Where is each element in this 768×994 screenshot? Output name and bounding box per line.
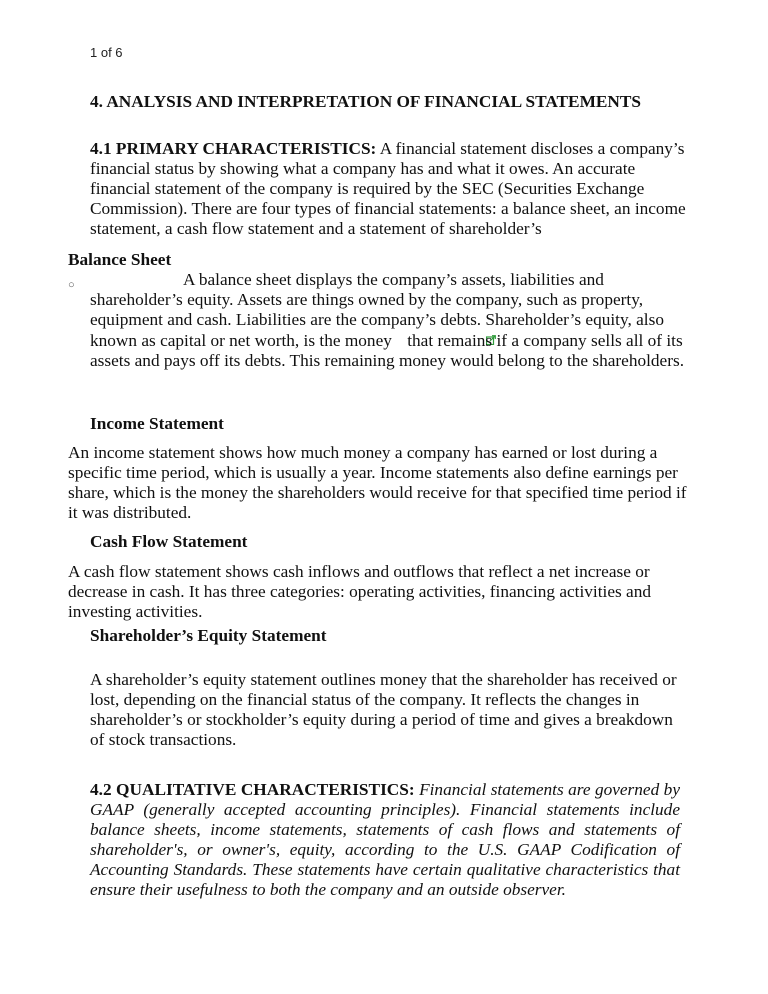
section-body-42: Financial statements are governed by GAAP (generally accepted accounting principles). Financial statements include balance sheets, income statements, statements of cash flows and statements of shareholder's, or owner's, equity, according to the U.S. GAAP Codification of Accounting Standards. These statements have certain qualitative characteristics that ensure their usefulness to both the company and an outside observer.	[90, 780, 680, 899]
income-statement-heading: Income Statement	[90, 414, 224, 433]
equity-statement-paragraph: A shareholder’s equity statement outlines money that the shareholder has received or lost, depending on the financial status of the company. It reflects the changes in shareholder’s or stockholder’s equity during a period of time and gives a breakdown of stock transactions.	[90, 670, 677, 749]
section-body-41: A financial statement discloses a company’s financial status by showing what a company has and what it owes. An accurate financial statement of the company is required by the SEC (Securities Exchange Commission). There are four types of financial statements: a balance sheet, an income statement, a cash flow statement and a statement of shareholder’s	[90, 139, 686, 238]
section-heading-41: 4.1 PRIMARY CHARACTERISTICS:	[90, 139, 377, 158]
equity-statement-heading: Shareholder’s Equity Statement	[90, 626, 327, 645]
balance-body-part2: that remains if a company sells all of its assets and pays off its debts. This remaining money would belong to the shareholders.	[90, 331, 685, 370]
cash-flow-statement-heading: Cash Flow Statement	[90, 532, 248, 551]
section-heading-42: 4.2 QUALITATIVE CHARACTERISTICS:	[90, 780, 415, 799]
section-qualitative-characteristics	[90, 780, 680, 900]
document-title: 4. ANALYSIS AND INTERPRETATION OF FINANCIAL STATEMENTS	[90, 92, 642, 111]
external-link-icon[interactable]	[393, 330, 403, 340]
money-link[interactable]: money	[344, 331, 392, 350]
page-indicator: 1 of 6	[90, 45, 123, 60]
balance-sheet-heading: Balance Sheet	[68, 250, 172, 269]
bullet-icon: ○	[68, 279, 75, 291]
section-primary-characteristics	[90, 139, 690, 239]
balance-sheet-paragraph	[90, 270, 690, 371]
balance-body-part1: A balance sheet displays the company’s assets, liabilities and shareholder’s equity. Assets are things owned by the company, such as property, equipment and cash. Liabilities are the company’s debts. Shareholder’s equity, also known as capital or net worth, is the	[90, 270, 664, 350]
income-statement-paragraph: An income statement shows how much money a company has earned or lost during a specific time period, which is usually a year. Income statements also define earnings per share, which is the money the shareholders would receive for that specified time period if it was distributed.	[68, 443, 687, 522]
cash-flow-statement-paragraph: A cash flow statement shows cash inflows and outflows that reflect a net increase or decrease in cash. It has three categories: operating activities, financing activities and investing activities.	[68, 562, 651, 621]
